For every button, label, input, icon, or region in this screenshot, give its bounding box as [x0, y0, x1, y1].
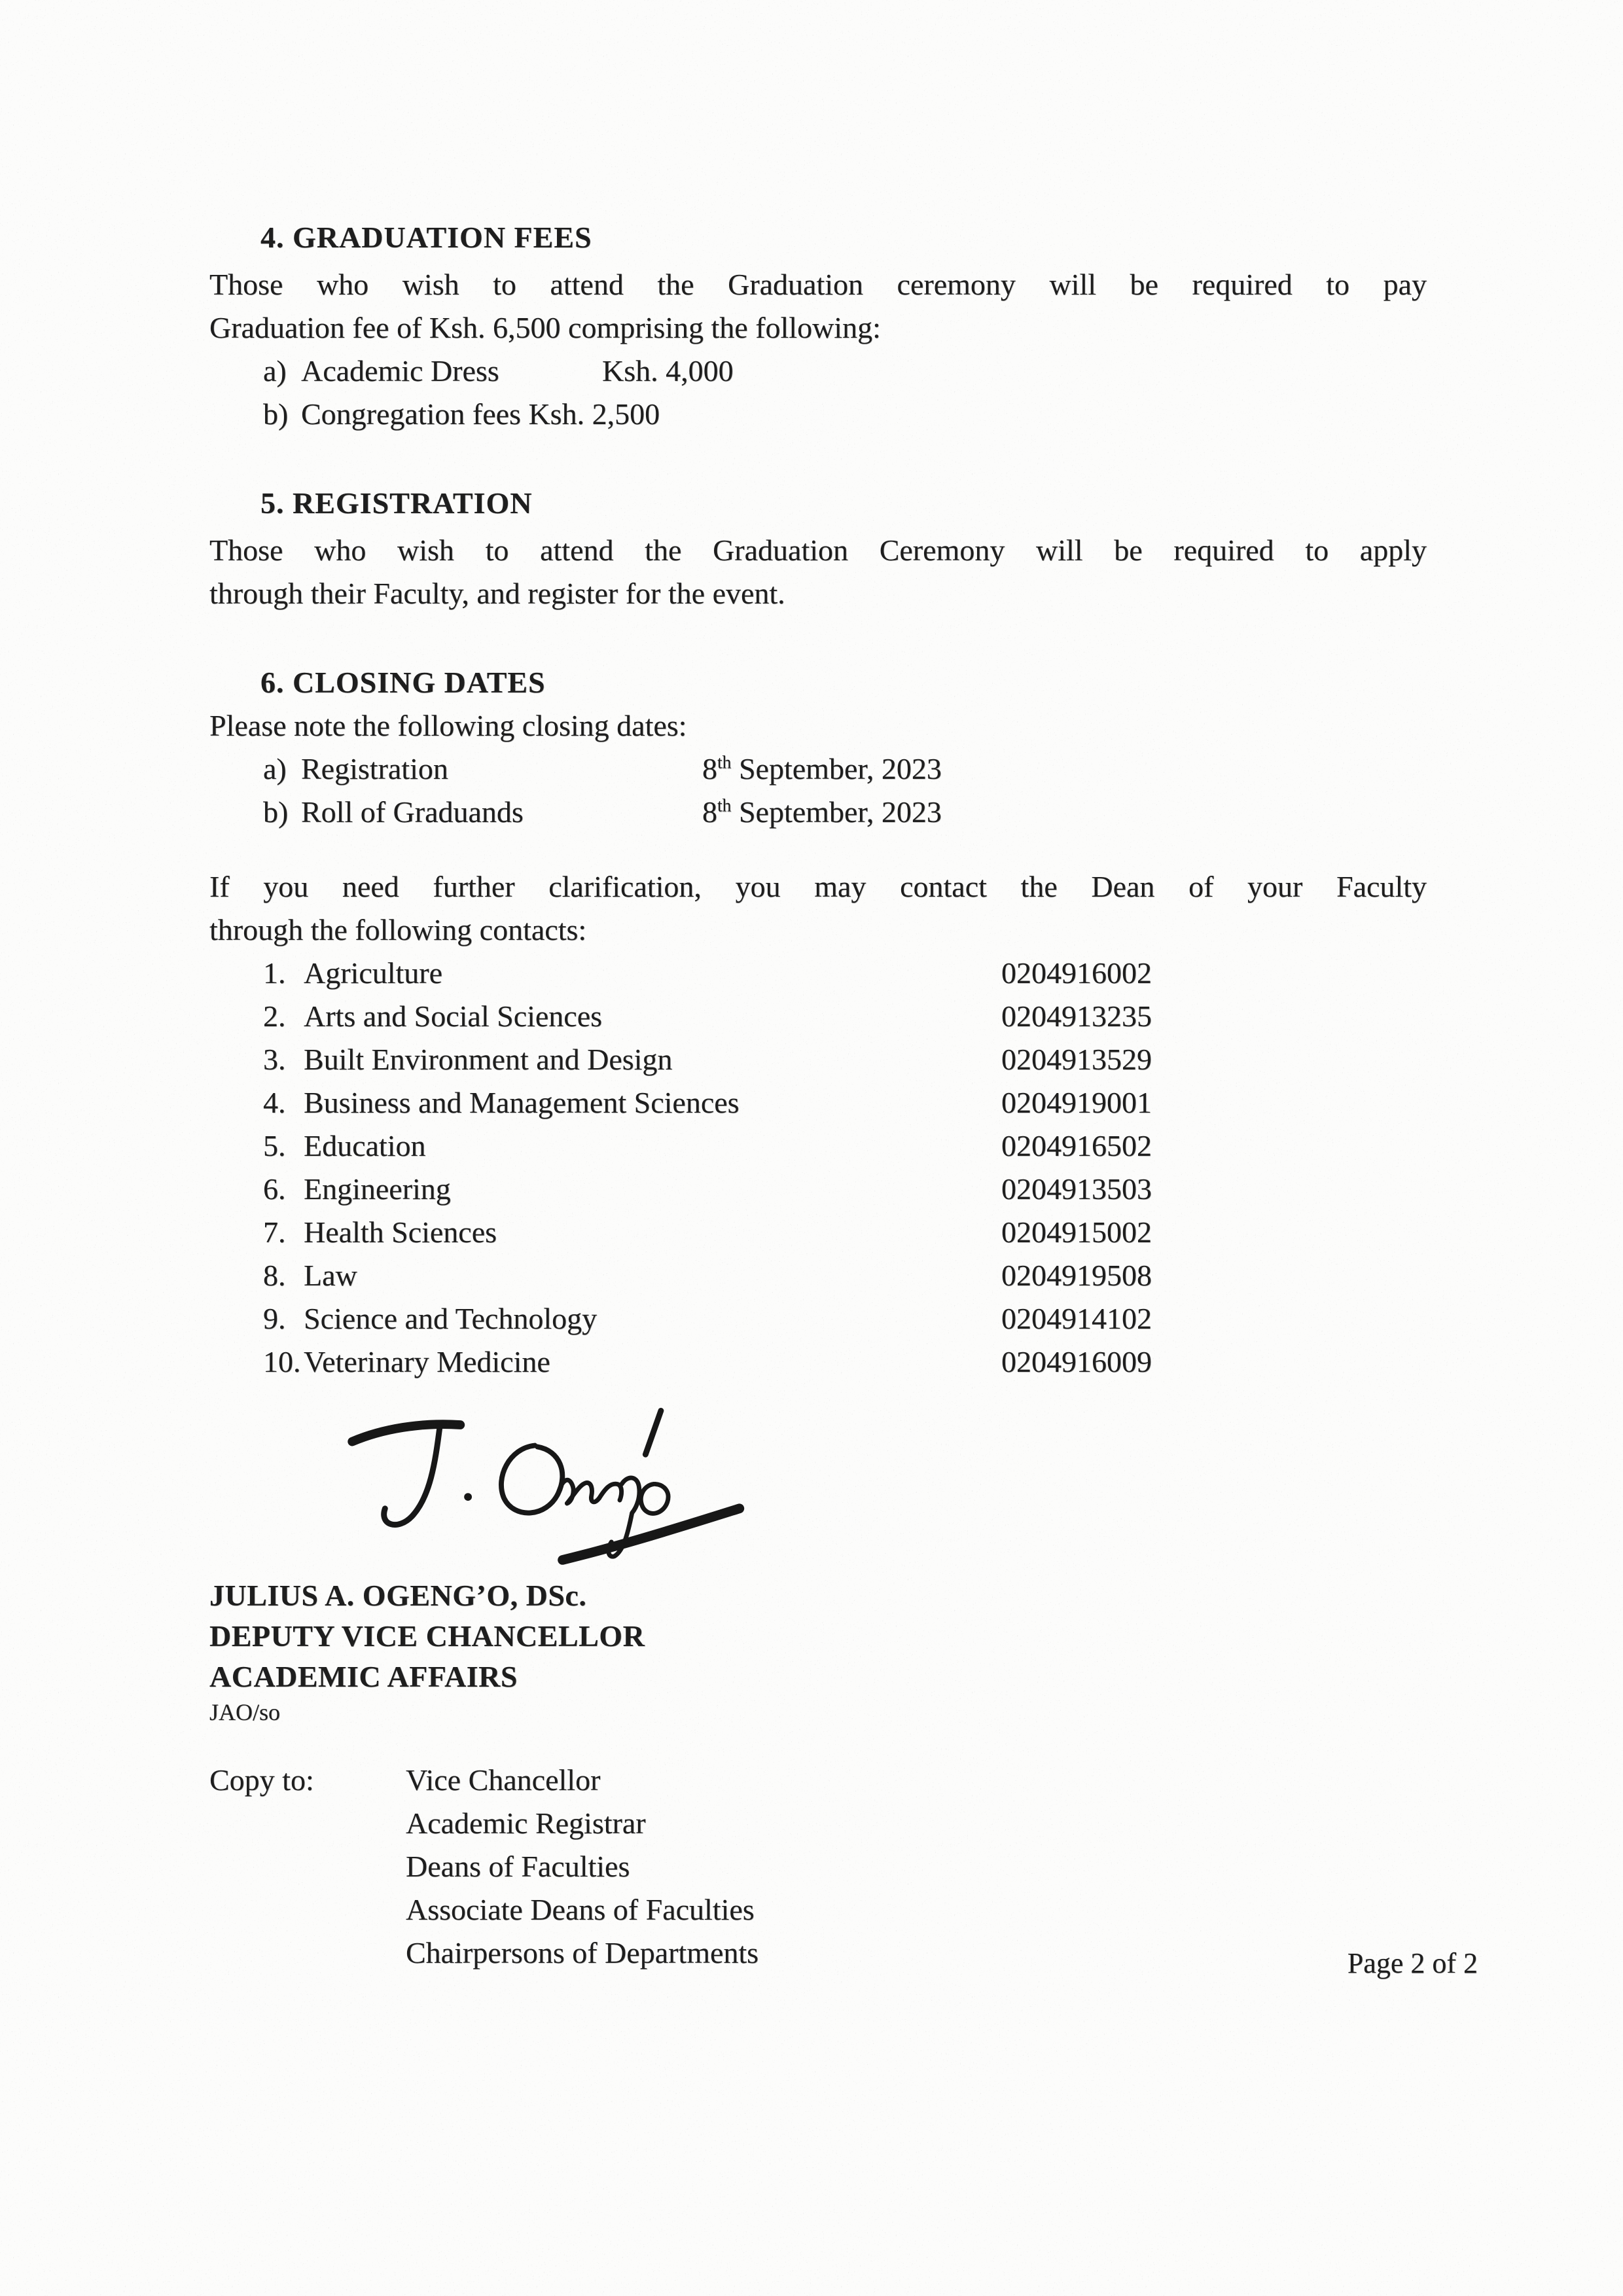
contacts-paragraph-line2: through the following contacts:: [209, 913, 587, 946]
signatory-title-line1: DEPUTY VICE CHANCELLOR: [209, 1619, 645, 1653]
signature-image: [334, 1389, 1427, 1575]
faculty-phone: 0204915002: [1001, 1215, 1152, 1249]
faculty-name: Business and Management Sciences: [304, 1086, 740, 1119]
registration-paragraph: [209, 529, 1427, 615]
closing-item-roll-of-graduands: [263, 791, 1427, 834]
faculty-contact-row: [263, 1081, 1427, 1124]
row-number: 3.: [263, 1043, 286, 1076]
fees-paragraph: [209, 263, 1427, 350]
faculty-phone: 0204919001: [1001, 1086, 1152, 1119]
faculty-phone: 0204916002: [1001, 956, 1152, 990]
registration-paragraph-line2: through their Faculty, and register for the event.: [209, 577, 785, 610]
fees-paragraph-line1: Those who wish to attend the Graduation ceremony will be required to pay: [209, 268, 1427, 301]
faculty-name: Veterinary Medicine: [304, 1345, 550, 1378]
copy-to-item: Deans of Faculties: [406, 1850, 630, 1883]
faculty-contact-list: [209, 952, 1427, 1384]
faculty-name: Engineering: [304, 1172, 451, 1206]
faculty-contact-row: [263, 1297, 1427, 1340]
fees-item-amount: Ksh. 4,000: [602, 354, 734, 387]
faculty-contact-row: [263, 1038, 1427, 1081]
faculty-contact-row: [263, 1254, 1427, 1297]
copy-to-item: Chairpersons of Departments: [406, 1936, 759, 1969]
reference-initials: JAO/so: [209, 1699, 281, 1725]
copy-to-item: Vice Chancellor: [406, 1763, 601, 1797]
registration-paragraph-line1: Those who wish to attend the Graduation Ceremony will be required to apply: [209, 533, 1427, 567]
row-number: 2.: [263, 999, 286, 1033]
faculty-phone: 0204913503: [1001, 1172, 1152, 1206]
copy-to-block: [209, 1759, 1427, 1975]
faculty-phone: 0204913235: [1001, 999, 1152, 1033]
faculty-name: Education: [304, 1129, 426, 1162]
fees-item-label: Congregation fees Ksh. 2,500: [301, 397, 660, 431]
copy-to-item: Associate Deans of Faculties: [406, 1893, 755, 1926]
row-number: 6.: [263, 1172, 286, 1206]
list-marker: b): [263, 397, 289, 431]
faculty-phone: 0204919508: [1001, 1259, 1152, 1292]
faculty-phone: 0204916009: [1001, 1345, 1152, 1378]
closing-item-label: Registration: [301, 752, 448, 785]
faculty-name: Agriculture: [304, 956, 443, 990]
list-marker: a): [263, 354, 287, 387]
faculty-contact-row: [263, 952, 1427, 995]
faculty-phone: 0204916502: [1001, 1129, 1152, 1162]
faculty-contact-row: [263, 1211, 1427, 1254]
row-number: 4.: [263, 1086, 286, 1119]
row-number: 1.: [263, 956, 286, 990]
closing-item-registration: [263, 747, 1427, 791]
copy-to-label: Copy to:: [209, 1763, 314, 1797]
fees-item-congregation: [263, 393, 1427, 436]
faculty-contact-row: [263, 995, 1427, 1038]
signature-strokes: [334, 1389, 759, 1575]
faculty-name: Built Environment and Design: [304, 1043, 673, 1076]
signatory-title-line2: ACADEMIC AFFAIRS: [209, 1660, 518, 1693]
faculty-name: Science and Technology: [304, 1302, 597, 1335]
signatory-name: JULIUS A. OGENG’O, DSc.: [209, 1579, 587, 1612]
closing-item-date: 8th September, 2023: [702, 795, 942, 829]
faculty-phone: 0204913529: [1001, 1043, 1152, 1076]
section-heading-closing-dates: 6. CLOSING DATES: [260, 666, 546, 699]
row-number: 7.: [263, 1215, 286, 1249]
section-heading-registration: 5. REGISTRATION: [260, 486, 533, 520]
row-number: 10.: [263, 1345, 301, 1378]
closing-item-label: Roll of Graduands: [301, 795, 524, 829]
faculty-name: Health Sciences: [304, 1215, 497, 1249]
list-marker: b): [263, 795, 289, 829]
closing-intro: Please note the following closing dates:: [209, 709, 687, 742]
section-heading-graduation-fees: 4. GRADUATION FEES: [260, 221, 592, 254]
faculty-name: Arts and Social Sciences: [304, 999, 603, 1033]
fees-item-academic-dress: [263, 350, 1427, 393]
row-number: 9.: [263, 1302, 286, 1335]
row-number: 5.: [263, 1129, 286, 1162]
fees-paragraph-line2: Graduation fee of Ksh. 6,500 comprising the following:: [209, 311, 881, 344]
row-number: 8.: [263, 1259, 286, 1292]
faculty-contact-row: [263, 1124, 1427, 1168]
contacts-paragraph-line1: If you need further clarification, you may contact the Dean of your Faculty: [209, 870, 1427, 903]
list-marker: a): [263, 752, 287, 785]
page-number: Page 2 of 2: [1347, 1947, 1478, 1979]
copy-to-item: Academic Registrar: [406, 1806, 646, 1840]
faculty-name: Law: [304, 1259, 357, 1292]
faculty-phone: 0204914102: [1001, 1302, 1152, 1335]
faculty-contact-row: [263, 1340, 1427, 1384]
contacts-paragraph: [209, 865, 1427, 952]
fees-item-label: Academic Dress: [301, 354, 499, 387]
faculty-contact-row: [263, 1168, 1427, 1211]
copy-to-list: [406, 1759, 758, 1975]
closing-item-date: 8th September, 2023: [702, 751, 942, 785]
